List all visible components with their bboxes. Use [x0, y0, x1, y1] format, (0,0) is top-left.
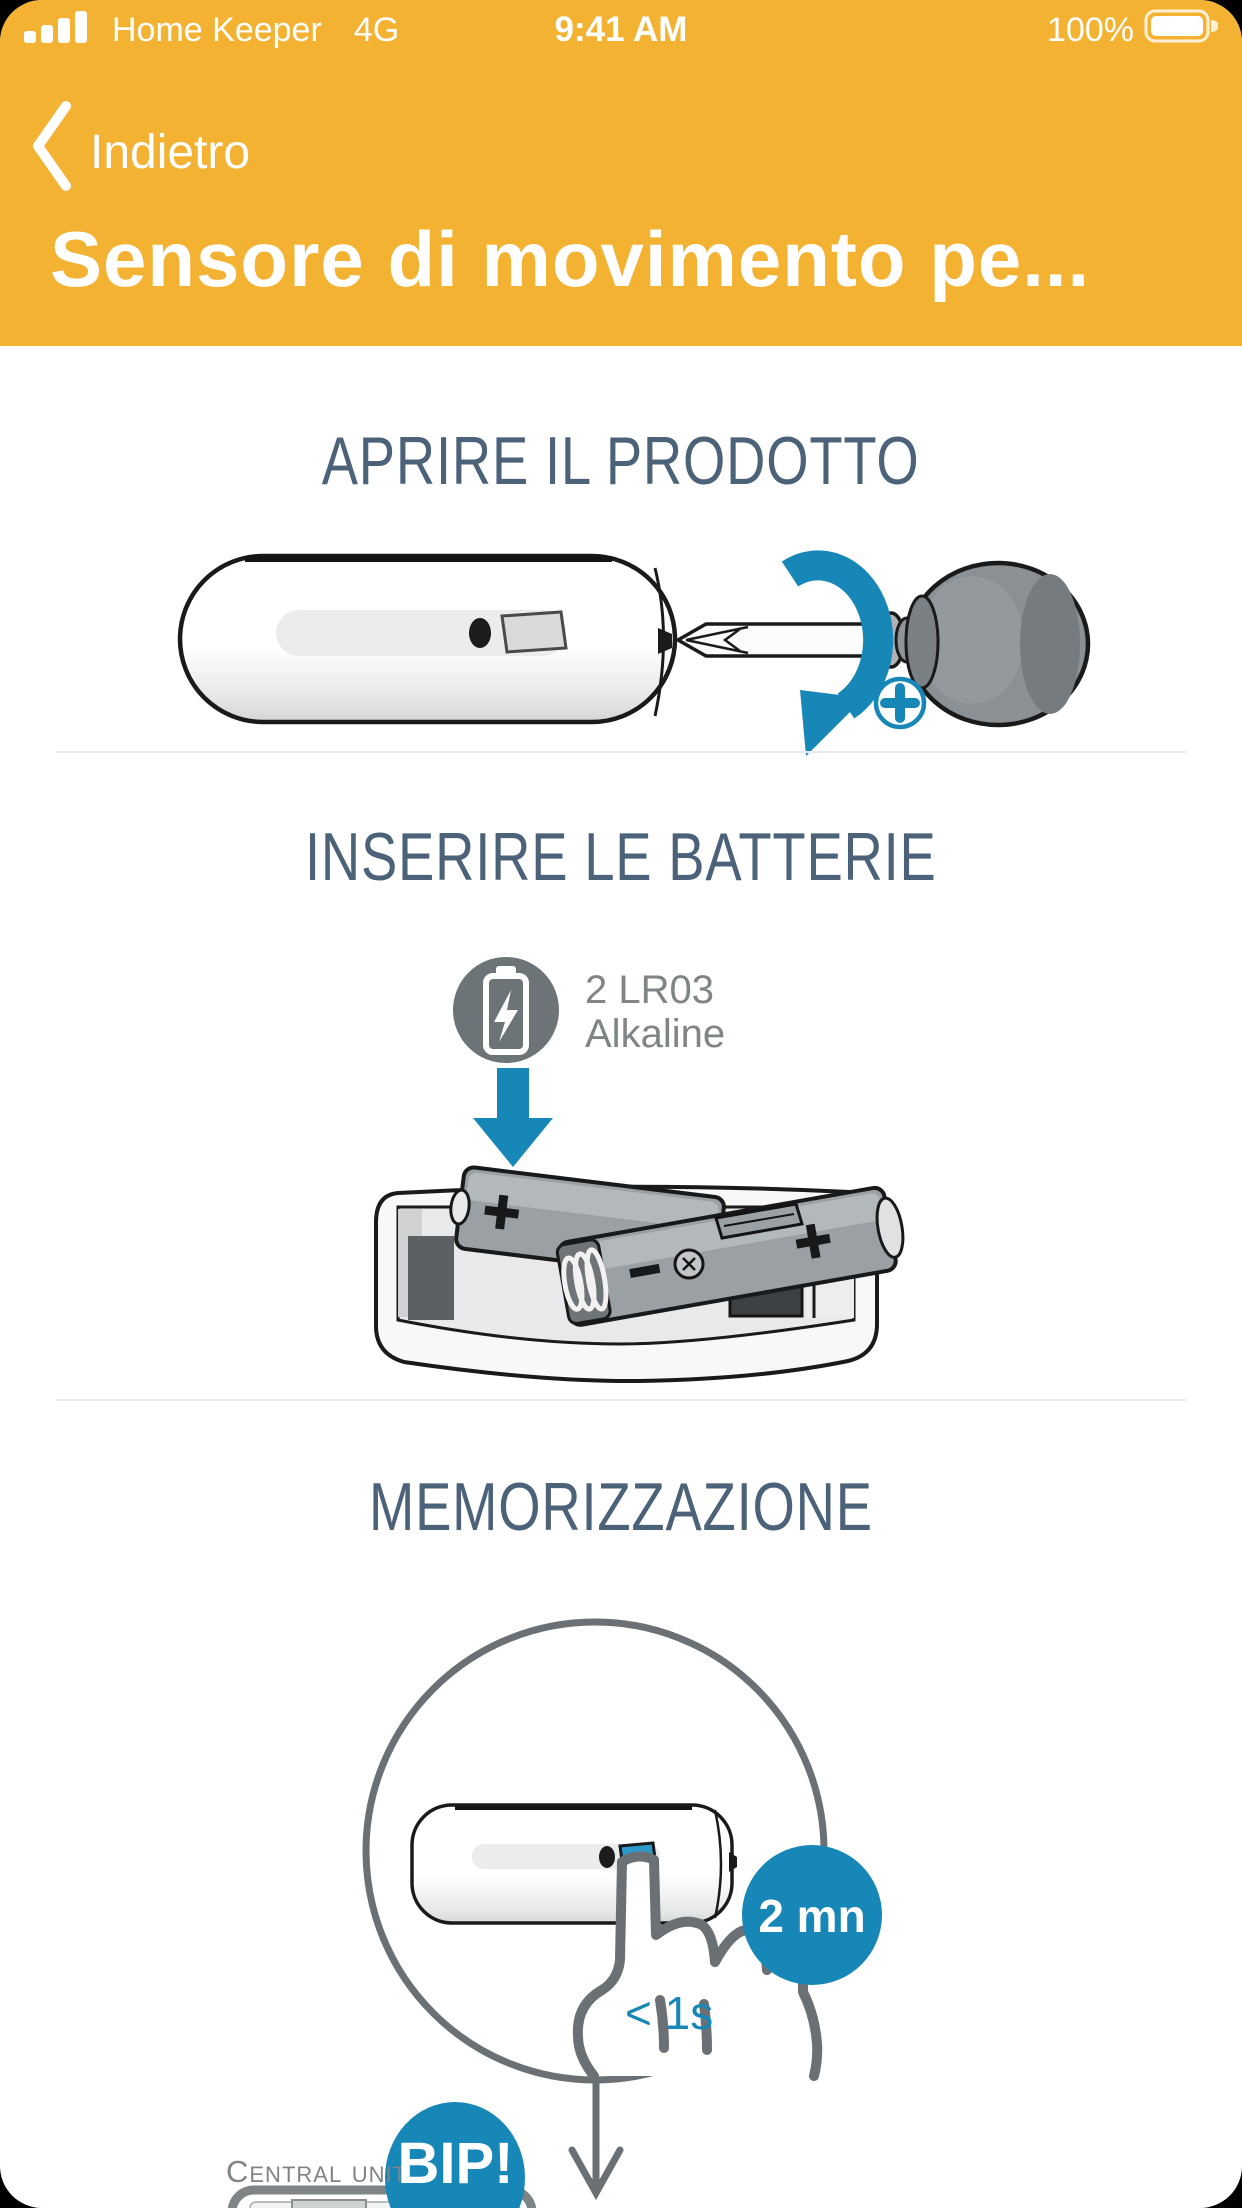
back-button[interactable]	[30, 100, 250, 204]
carrier-label: Home Keeper	[112, 10, 322, 49]
battery-circle-icon	[453, 957, 559, 1063]
sensor-device-zoomed	[412, 1805, 737, 1923]
chevron-left-icon	[30, 100, 72, 204]
section-heading-memorization: MEMORIZZAZIONE	[369, 1469, 873, 1545]
time-label: 9:41 AM	[554, 10, 688, 49]
arrow-down-icon	[572, 2081, 620, 2193]
arrow-down-icon	[473, 1068, 553, 1167]
section-divider	[56, 751, 1186, 753]
duration-badge-label: 2 mn	[758, 1890, 866, 1942]
central-unit-label: Central unit	[226, 2154, 408, 2189]
status-right	[1047, 8, 1218, 52]
battery-spec-line1: 2 LR03	[585, 968, 714, 1012]
page-title: Sensore di movimento pe...	[50, 215, 1091, 303]
battery-icon	[1144, 9, 1218, 52]
led-indicator	[469, 618, 491, 648]
beep-label: BIP!	[397, 2131, 514, 2196]
press-duration-label: < 1s	[625, 1987, 714, 2039]
section-heading-open-product: APRIRE IL PRODOTTO	[322, 423, 920, 499]
open-product-illustration	[0, 540, 1242, 770]
device-button	[502, 612, 566, 652]
network-label: 4G	[353, 10, 400, 49]
status-bar	[24, 8, 1218, 52]
rotate-arrow-icon	[790, 565, 878, 756]
app-header	[0, 0, 1242, 346]
memorization-illustration	[0, 1400, 1242, 2208]
sensor-device-side-view	[180, 556, 675, 722]
led-indicator	[599, 1846, 615, 1868]
phillips-screw-icon	[876, 679, 924, 727]
battery-spec-line2: Alkaline	[585, 1012, 726, 1056]
section-heading-insert-batteries: INSERIRE LE BATTERIE	[305, 819, 937, 895]
back-label: Indietro	[90, 125, 251, 179]
battery-percent-label: 100%	[1047, 10, 1134, 49]
battery-spec-label	[585, 968, 725, 1056]
